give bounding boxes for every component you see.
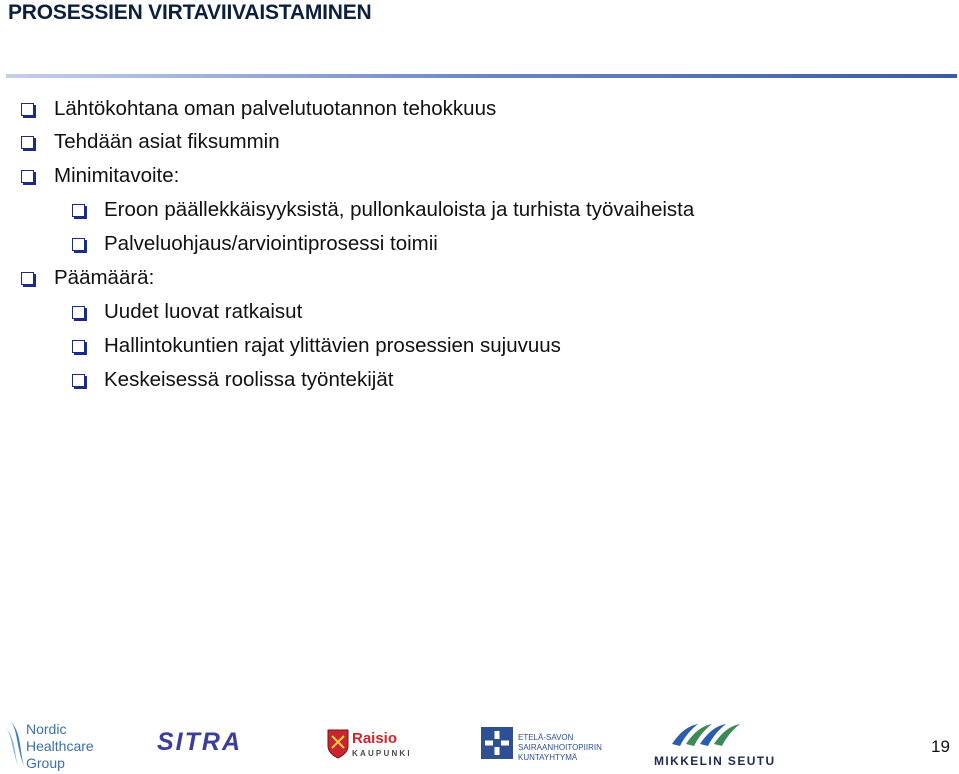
sitra-logo bbox=[157, 726, 257, 758]
svg-text:KAUPUNKI: KAUPUNKI bbox=[352, 749, 412, 758]
bullet-text: Lähtökohtana oman palvelutuotannon tehokkuus bbox=[54, 97, 497, 120]
bullet-item bbox=[21, 130, 280, 154]
nordic-healthcare-logo bbox=[4, 716, 104, 774]
slide-title: PROSESSIEN VIRTAVIIVAISTAMINEN bbox=[8, 1, 372, 24]
etela-savo-logo bbox=[478, 722, 603, 766]
checkbox-bullet-icon bbox=[72, 340, 85, 353]
footer-logos bbox=[0, 712, 959, 773]
svg-text:ETELÄ-SAVON: ETELÄ-SAVON bbox=[518, 733, 574, 742]
bullet-item bbox=[21, 97, 496, 121]
sub-bullet-item bbox=[72, 368, 393, 392]
raisio-logo bbox=[326, 726, 421, 762]
svg-text:SITRA: SITRA bbox=[157, 728, 242, 756]
checkbox-bullet-icon bbox=[21, 170, 34, 183]
bullet-text: Minimitavoite: bbox=[54, 164, 180, 187]
title-divider bbox=[6, 74, 957, 78]
sub-bullet-item bbox=[72, 334, 561, 358]
bullet-text: Tehdään asiat fiksummin bbox=[54, 130, 280, 153]
bullet-text: Hallintokuntien rajat ylittävien prosessien sujuvuus bbox=[104, 334, 561, 357]
bullet-text: Keskeisessä roolissa työntekijät bbox=[104, 368, 394, 391]
svg-text:MIKKELIN SEUTU: MIKKELIN SEUTU bbox=[654, 754, 776, 768]
svg-text:Nordic: Nordic bbox=[26, 721, 67, 737]
sub-bullet-item bbox=[72, 300, 302, 324]
svg-text:Healthcare: Healthcare bbox=[26, 738, 94, 754]
sub-bullet-item bbox=[72, 198, 694, 222]
checkbox-bullet-icon bbox=[72, 306, 85, 319]
bullet-text: Uudet luovat ratkaisut bbox=[104, 300, 303, 323]
svg-text:Raisio: Raisio bbox=[352, 730, 398, 747]
checkbox-bullet-icon bbox=[21, 272, 34, 285]
svg-text:KUNTAYHTYMÄ: KUNTAYHTYMÄ bbox=[518, 753, 578, 762]
mikkelin-seutu-logo bbox=[650, 718, 776, 768]
svg-text:SAIRAANHOITOPIIRIN: SAIRAANHOITOPIIRIN bbox=[518, 743, 602, 752]
sub-bullet-item bbox=[72, 232, 438, 256]
bullet-text: Päämäärä: bbox=[54, 266, 155, 289]
checkbox-bullet-icon bbox=[72, 374, 85, 387]
bullet-item bbox=[21, 266, 154, 290]
bullet-text: Eroon päällekkäisyyksistä, pullonkauloista ja turhista työvaiheista bbox=[104, 198, 695, 221]
checkbox-bullet-icon bbox=[72, 238, 85, 251]
checkbox-bullet-icon bbox=[72, 204, 85, 217]
checkbox-bullet-icon bbox=[21, 136, 34, 149]
checkbox-bullet-icon bbox=[21, 103, 34, 116]
bullet-item bbox=[21, 164, 179, 188]
bullet-text: Palveluohjaus/arviointiprosessi toimii bbox=[104, 232, 438, 255]
page-number: 19 bbox=[931, 737, 950, 756]
svg-text:Group: Group bbox=[26, 755, 65, 771]
